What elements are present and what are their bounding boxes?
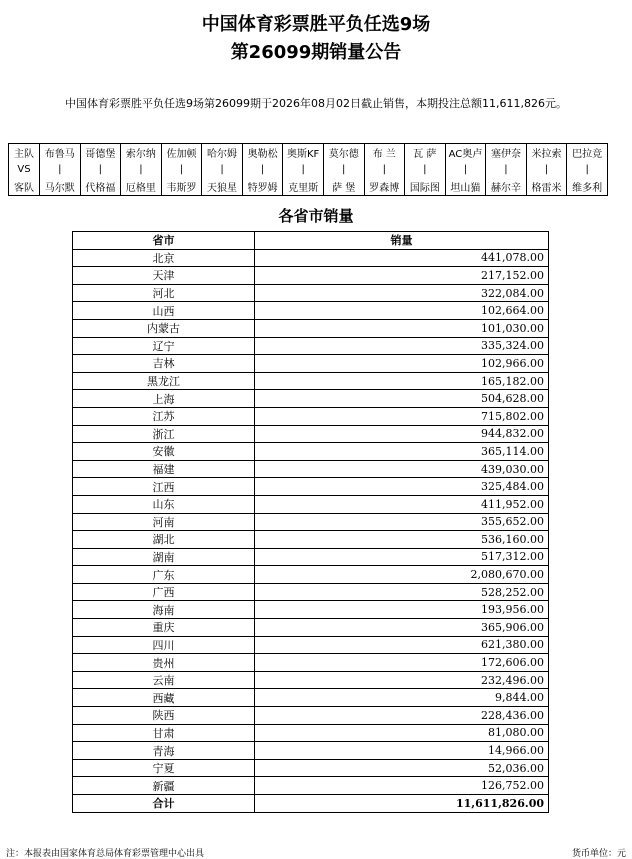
province-name: 江西	[73, 478, 255, 496]
home-team: 布 兰	[364, 144, 405, 162]
province-name: 新疆	[73, 777, 255, 795]
province-name: 湖北	[73, 531, 255, 549]
province-name: 内蒙古	[73, 319, 255, 337]
table-row	[73, 742, 549, 760]
province-name: 西藏	[73, 689, 255, 707]
table-row	[73, 531, 549, 549]
sales-amount: 621,380.00	[255, 636, 549, 654]
table-row	[73, 654, 549, 672]
table-row	[73, 267, 549, 285]
away-team: 天狼星	[202, 178, 243, 196]
sales-amount: 81,080.00	[255, 724, 549, 742]
away-team: 特罗姆	[242, 178, 283, 196]
provincial-sales-table	[72, 231, 549, 813]
sales-amount: 14,966.00	[255, 742, 549, 760]
sales-column-header: 销量	[255, 232, 549, 250]
province-name: 海南	[73, 601, 255, 619]
table-row	[73, 478, 549, 496]
sales-summary-text: 中国体育彩票胜平负任选9场第26099期于2026年08月02日截止销售，本期投注总额11,611,826元。	[65, 97, 567, 110]
away-team: 维多利	[567, 178, 608, 196]
home-team: 巴拉竞	[567, 144, 608, 162]
away-team: 国际图	[405, 178, 446, 196]
vs-mark: |	[121, 161, 162, 178]
vs-label: VS	[9, 161, 40, 178]
table-row	[73, 425, 549, 443]
vs-mark: |	[283, 161, 324, 178]
away-team: 罗森博	[364, 178, 405, 196]
table-row	[73, 390, 549, 408]
province-name: 陕西	[73, 707, 255, 725]
vs-mark: |	[567, 161, 608, 178]
table-row	[73, 759, 549, 777]
table-row	[73, 249, 549, 267]
sales-amount: 441,078.00	[255, 249, 549, 267]
away-team: 格雷米	[526, 178, 567, 196]
sales-amount: 355,652.00	[255, 513, 549, 531]
home-label: 主队	[9, 144, 40, 162]
table-row	[73, 707, 549, 725]
sales-amount: 2,080,670.00	[255, 566, 549, 584]
away-team: 萨 堡	[323, 178, 364, 196]
table-row	[73, 319, 549, 337]
province-name: 辽宁	[73, 337, 255, 355]
home-team: 莫尔德	[323, 144, 364, 162]
home-team: 奥勒松	[242, 144, 283, 162]
province-name: 河北	[73, 284, 255, 302]
sales-amount: 536,160.00	[255, 531, 549, 549]
province-name: 广西	[73, 583, 255, 601]
sales-amount: 504,628.00	[255, 390, 549, 408]
province-name: 浙江	[73, 425, 255, 443]
table-row	[73, 284, 549, 302]
table-row	[73, 443, 549, 461]
vs-mark: |	[445, 161, 486, 178]
table-row	[73, 777, 549, 795]
vs-mark: |	[242, 161, 283, 178]
table-row	[73, 724, 549, 742]
vs-mark: |	[80, 161, 121, 178]
sales-amount: 165,182.00	[255, 372, 549, 390]
announcement-title-line-1: 中国体育彩票胜平负任选9场	[201, 14, 431, 35]
table-row	[73, 566, 549, 584]
province-name: 北京	[73, 249, 255, 267]
sales-amount: 365,114.00	[255, 443, 549, 461]
table-row	[73, 601, 549, 619]
home-team: 佐加顿	[161, 144, 202, 162]
sales-amount: 193,956.00	[255, 601, 549, 619]
province-name: 安徽	[73, 443, 255, 461]
total-amount: 11,611,826.00	[255, 795, 549, 813]
total-row	[73, 795, 549, 813]
vs-row	[9, 161, 608, 178]
announcement-title-line-2: 第26099期销量公告	[230, 42, 402, 63]
sales-amount: 228,436.00	[255, 707, 549, 725]
province-name: 福建	[73, 460, 255, 478]
province-name: 贵州	[73, 654, 255, 672]
province-name: 天津	[73, 267, 255, 285]
home-team: 哈尔姆	[202, 144, 243, 162]
table-row	[73, 372, 549, 390]
sales-amount: 335,324.00	[255, 337, 549, 355]
sales-amount: 126,752.00	[255, 777, 549, 795]
home-team-row	[9, 144, 608, 162]
province-name: 河南	[73, 513, 255, 531]
table-row	[73, 689, 549, 707]
section-title: 各省市销量	[278, 207, 354, 225]
vs-mark: |	[526, 161, 567, 178]
match-table	[8, 143, 608, 196]
home-team: 奥斯KF	[283, 144, 324, 162]
province-name: 山东	[73, 495, 255, 513]
province-name: 宁夏	[73, 759, 255, 777]
home-team: 米拉索	[526, 144, 567, 162]
sales-amount: 232,496.00	[255, 671, 549, 689]
footer-note: 注：本报表由国家体育总局体育彩票管理中心出具	[6, 849, 205, 859]
province-name: 上海	[73, 390, 255, 408]
vs-mark: |	[323, 161, 364, 178]
currency-unit-note: 货币单位：元	[571, 849, 626, 859]
sales-amount: 102,966.00	[255, 355, 549, 373]
table-row	[73, 619, 549, 637]
table-row	[73, 355, 549, 373]
vs-mark: |	[202, 161, 243, 178]
sales-amount: 101,030.00	[255, 319, 549, 337]
table-row	[73, 337, 549, 355]
province-name: 重庆	[73, 619, 255, 637]
home-team: 塞伊奈	[486, 144, 527, 162]
vs-mark: |	[405, 161, 446, 178]
home-team: 瓦 萨	[405, 144, 446, 162]
home-team: 布鲁马	[40, 144, 81, 162]
table-row	[73, 460, 549, 478]
province-name: 青海	[73, 742, 255, 760]
table-row	[73, 302, 549, 320]
sales-amount: 439,030.00	[255, 460, 549, 478]
province-name: 吉林	[73, 355, 255, 373]
sales-amount: 715,802.00	[255, 407, 549, 425]
away-team-row	[9, 178, 608, 196]
province-name: 广东	[73, 566, 255, 584]
table-row	[73, 495, 549, 513]
sales-header-row	[73, 232, 549, 250]
sales-amount: 9,844.00	[255, 689, 549, 707]
vs-mark: |	[486, 161, 527, 178]
sales-amount: 528,252.00	[255, 583, 549, 601]
home-team: 索尔纳	[121, 144, 162, 162]
province-name: 黑龙江	[73, 372, 255, 390]
table-row	[73, 671, 549, 689]
away-team: 代格福	[80, 178, 121, 196]
province-name: 甘肃	[73, 724, 255, 742]
sales-amount: 411,952.00	[255, 495, 549, 513]
sales-amount: 52,036.00	[255, 759, 549, 777]
vs-mark: |	[40, 161, 81, 178]
province-name: 山西	[73, 302, 255, 320]
vs-mark: |	[364, 161, 405, 178]
away-team: 厄格里	[121, 178, 162, 196]
away-team: 克里斯	[283, 178, 324, 196]
sales-amount: 944,832.00	[255, 425, 549, 443]
table-row	[73, 513, 549, 531]
table-row	[73, 407, 549, 425]
sales-amount: 172,606.00	[255, 654, 549, 672]
sales-amount: 102,664.00	[255, 302, 549, 320]
away-team: 马尔默	[40, 178, 81, 196]
table-row	[73, 548, 549, 566]
away-team: 坦山猫	[445, 178, 486, 196]
away-label: 客队	[9, 178, 40, 196]
province-name: 云南	[73, 671, 255, 689]
away-team: 赫尔辛	[486, 178, 527, 196]
sales-amount: 325,484.00	[255, 478, 549, 496]
sales-amount: 365,906.00	[255, 619, 549, 637]
sales-amount: 322,084.00	[255, 284, 549, 302]
province-name: 四川	[73, 636, 255, 654]
home-team: 哥德堡	[80, 144, 121, 162]
table-row	[73, 636, 549, 654]
total-label: 合计	[73, 795, 255, 813]
table-row	[73, 583, 549, 601]
province-name: 湖南	[73, 548, 255, 566]
sales-amount: 217,152.00	[255, 267, 549, 285]
away-team: 韦斯罗	[161, 178, 202, 196]
home-team: AC奥卢	[445, 144, 486, 162]
province-column-header: 省市	[73, 232, 255, 250]
vs-mark: |	[161, 161, 202, 178]
province-name: 江苏	[73, 407, 255, 425]
sales-amount: 517,312.00	[255, 548, 549, 566]
